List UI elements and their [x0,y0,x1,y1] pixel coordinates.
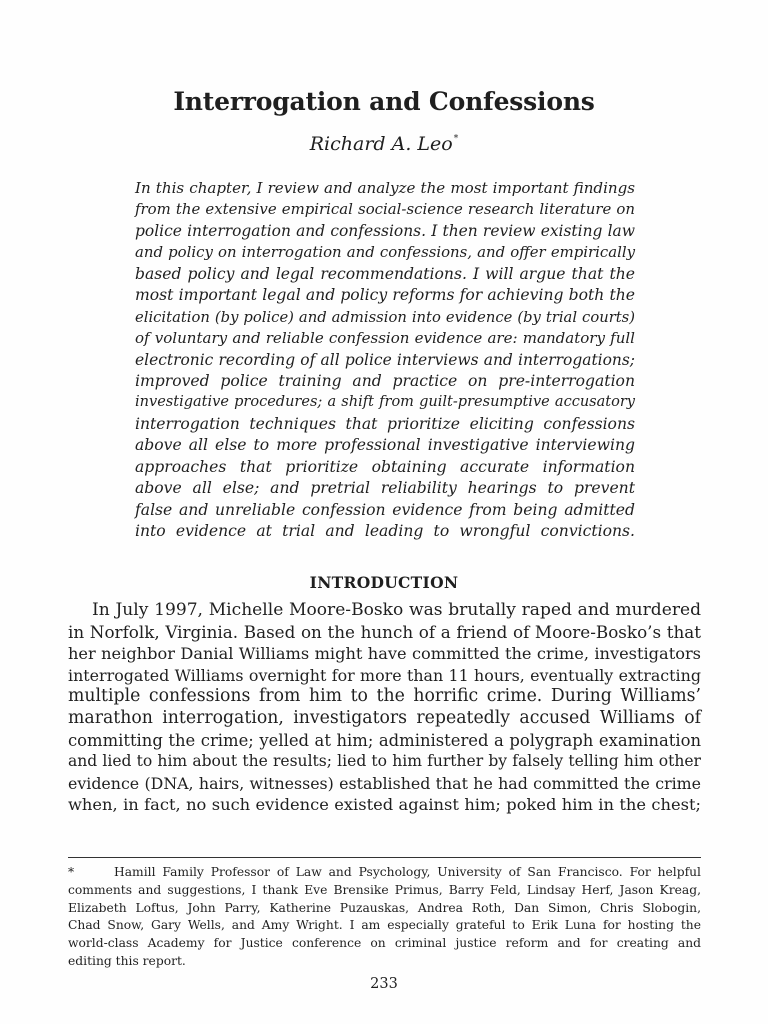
body-line: when, in fact, no such evidence existed against him; poked him in the chest; [68,795,701,815]
author-name-text: Richard A. Leo [309,133,453,155]
body-line: interrogated Williams overnight for more than 11 hours, eventually extracting [68,665,701,685]
footnote-line [68,864,701,882]
abstract-line: of voluntary and reliable confession evidence are: mandatory full [135,329,635,348]
body-line: committing the crime; yelled at him; administered a polygraph examination [68,730,701,750]
abstract-line: In this chapter, I review and analyze the most important findings [135,179,635,197]
abstract-line: into evidence at trial and leading to wrongful convictions. [135,522,635,540]
abstract-line: investigative procedures; a shift from guilt-presumptive accusatory [135,394,635,411]
abstract-line: false and unreliable confession evidence from being admitted [135,500,635,519]
author-name [0,126,768,157]
abstract-line: and policy on interrogation and confessions, and offer empirically [135,243,635,262]
body-line: and lied to him about the results; lied to him further by falsely telling him other [68,752,701,771]
author-footnote-mark: * [453,134,459,144]
footnote-line: world-class Academy for Justice conference on criminal justice reform and for creating and [68,936,701,951]
body-line: evidence (DNA, hairs, witnesses) established that he had committed the crime [68,773,701,793]
body-line: in Norfolk, Virginia. Based on the hunch of a friend of Moore-Bosko’s that [68,621,701,642]
body-line: multiple confessions from him to the horrific crime. During Williams’ [68,686,701,707]
abstract-line: elicitation (by police) and admission into evidence (by trial courts) [135,308,635,326]
body-line: In July 1997, Michelle Moore-Bosko was brutally raped and murdered [92,600,701,620]
footnote-divider [68,857,701,858]
abstract-line: based policy and legal recommendations. I will argue that the [135,264,635,283]
footnote-line-text: Hamill Family Professor of Law and Psychology, University of San Francisco. For helpful [114,865,701,879]
footnote [68,864,701,971]
abstract-line: approaches that prioritize obtaining accurate information [135,457,635,476]
abstract-line: above all else; and pretrial reliability hearings to prevent [135,479,635,498]
footnote-line: Elizabeth Loftus, John Parry, Katherine Puzauskas, Andrea Roth, Dan Simon, Chris Slobogin, [68,900,701,915]
abstract-line: most important legal and policy reforms for achieving both the [135,286,635,305]
footnote-marker: * [68,865,75,879]
chapter-title: Interrogation and Confessions [173,87,595,116]
abstract-line: from the extensive empirical social-science research literature on [135,200,635,219]
abstract-line: interrogation techniques that prioritize eliciting confessions [135,414,635,433]
abstract [135,178,635,542]
abstract-line: police interrogation and confessions. I then review existing law [135,221,635,240]
body-line: marathon interrogation, investigators repeatedly accused Williams of [68,707,701,728]
abstract-line: improved police training and practice on pre-interrogation [135,371,635,390]
footnote-line: comments and suggestions, I thank Eve Brensike Primus, Barry Feld, Lindsay Herf, Jason Kreag, [68,882,701,897]
footnote-line: editing this report. [68,953,186,968]
page-number: 233 [370,976,398,992]
footnote-line: Chad Snow, Gary Wells, and Amy Wright. I am especially grateful to Erik Luna for hosting the [68,918,701,933]
body-line: her neighbor Danial Williams might have committed the crime, investigators [68,644,701,664]
section-heading: INTRODUCTION [309,573,459,592]
body-text [68,600,701,816]
abstract-line: above all else to more professional investigative interviewing [135,436,635,455]
abstract-line: electronic recording of all police interviews and interrogations; [135,350,635,369]
